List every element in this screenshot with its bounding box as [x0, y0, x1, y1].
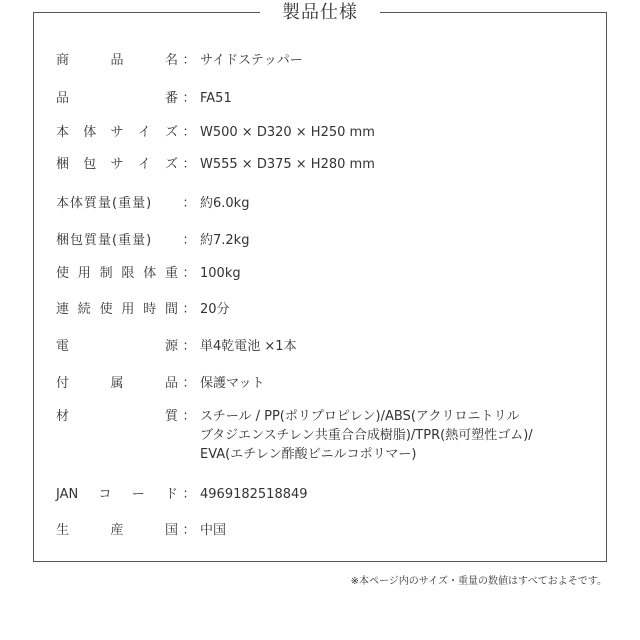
spec-row	[56, 123, 596, 142]
spec-row	[56, 407, 596, 464]
spec-label-char: ー	[131, 487, 145, 502]
spec-label-char: 体	[83, 125, 97, 140]
spec-colon: ：	[182, 376, 196, 391]
spec-row	[56, 485, 596, 504]
spec-label-char: JAN	[56, 487, 79, 502]
spec-colon: ：	[182, 53, 196, 68]
spec-colon: ：	[182, 91, 196, 106]
spec-label-char: コ	[98, 487, 112, 502]
spec-row	[56, 51, 596, 70]
spec-label-char: 用	[121, 302, 135, 317]
spec-label-char: 包	[83, 157, 97, 172]
spec-label-char: 電	[56, 339, 70, 354]
spec-label-char: 質	[164, 409, 178, 424]
spec-label-char: 品	[164, 376, 178, 391]
spec-row	[56, 264, 596, 283]
spec-label-char: 産	[110, 523, 124, 538]
spec-value: 100kg	[200, 266, 241, 281]
spec-label-char: 時	[143, 302, 157, 317]
spec-value: 20分	[200, 302, 230, 317]
spec-label-char: 番	[164, 91, 178, 106]
spec-label	[56, 374, 178, 393]
spec-label-char: イ	[137, 157, 151, 172]
spec-colon: ：	[182, 487, 196, 502]
spec-value: W500 × D320 × H250 mm	[200, 125, 375, 140]
spec-row	[56, 300, 596, 319]
spec-colon: ：	[182, 233, 196, 248]
spec-label	[56, 337, 178, 356]
spec-label-char: 属	[110, 376, 124, 391]
spec-label-char: 品	[56, 91, 70, 106]
spec-label	[56, 300, 178, 319]
spec-label-char: 源	[164, 339, 178, 354]
spec-title: 製品仕様	[260, 2, 380, 24]
spec-label-char: 重	[164, 266, 178, 281]
spec-label-char: 生	[56, 523, 70, 538]
footnote: ※本ページ内のサイズ・重量の数値はすべておよそです。	[350, 576, 607, 587]
spec-row	[56, 231, 596, 250]
spec-colon: ：	[182, 409, 196, 424]
spec-label-char: 国	[164, 523, 178, 538]
spec-label-char: ズ	[164, 125, 178, 140]
spec-colon: ：	[182, 339, 196, 354]
spec-value: 単4乾電池 ×1本	[200, 339, 297, 354]
spec-label	[56, 89, 178, 108]
spec-label-char: 続	[77, 302, 91, 317]
spec-row	[56, 89, 596, 108]
spec-label	[56, 264, 178, 283]
spec-label-char: 間	[164, 302, 178, 317]
spec-label-char: 名	[164, 53, 178, 68]
spec-label	[56, 407, 178, 464]
spec-value: FA51	[200, 91, 232, 106]
spec-value: W555 × D375 × H280 mm	[200, 157, 375, 172]
spec-label	[56, 231, 178, 250]
spec-label	[56, 155, 178, 174]
spec-label	[56, 485, 178, 504]
spec-label-char: サ	[110, 125, 124, 140]
spec-label-char: ズ	[164, 157, 178, 172]
spec-colon: ：	[182, 302, 196, 317]
spec-colon: ：	[182, 266, 196, 281]
spec-row	[56, 374, 596, 393]
spec-label-char: 用	[77, 266, 91, 281]
spec-colon: ：	[182, 523, 196, 538]
spec-label-char: 梱包質量(重量)	[56, 233, 153, 248]
spec-label-char: 体	[143, 266, 157, 281]
spec-value: 保護マット	[200, 376, 265, 391]
spec-row	[56, 521, 596, 540]
spec-label-char: 材	[56, 409, 70, 424]
spec-value: 約7.2kg	[200, 233, 250, 248]
spec-colon: ：	[182, 125, 196, 140]
spec-label-char: 本体質量(重量)	[56, 196, 153, 211]
spec-row	[56, 194, 596, 213]
spec-label-char: 制	[99, 266, 113, 281]
spec-label-char: 本	[56, 125, 70, 140]
spec-value: スチール / PP(ポリプロピレン)/ABS(アクリロニトリル ブタジエンスチレン共重合合成樹脂)/TPR(熱可塑性ゴム)/ EVA(エチレン酢酸ビニルコポリマー)	[200, 409, 533, 462]
spec-row	[56, 155, 596, 174]
spec-label-char: 付	[56, 376, 70, 391]
spec-label-char: 使	[99, 302, 113, 317]
spec-value: 中国	[200, 523, 227, 538]
spec-label-char: 使	[56, 266, 70, 281]
spec-row	[56, 337, 596, 356]
spec-label-char: 品	[110, 53, 124, 68]
spec-label-char: 梱	[56, 157, 70, 172]
spec-label-char: イ	[137, 125, 151, 140]
spec-table	[33, 2, 607, 562]
spec-label-char: ド	[164, 487, 178, 502]
spec-colon: ：	[182, 196, 196, 211]
spec-label-char: 限	[121, 266, 135, 281]
spec-label	[56, 194, 178, 213]
spec-colon: ：	[182, 157, 196, 172]
spec-value: 4969182518849	[200, 487, 308, 502]
spec-label-char: サ	[110, 157, 124, 172]
spec-value: 約6.0kg	[200, 196, 250, 211]
spec-label-char: 連	[56, 302, 70, 317]
spec-label	[56, 123, 178, 142]
spec-label	[56, 521, 178, 540]
spec-label	[56, 51, 178, 70]
spec-value: サイドステッパー	[200, 53, 303, 68]
spec-label-char: 商	[56, 53, 70, 68]
